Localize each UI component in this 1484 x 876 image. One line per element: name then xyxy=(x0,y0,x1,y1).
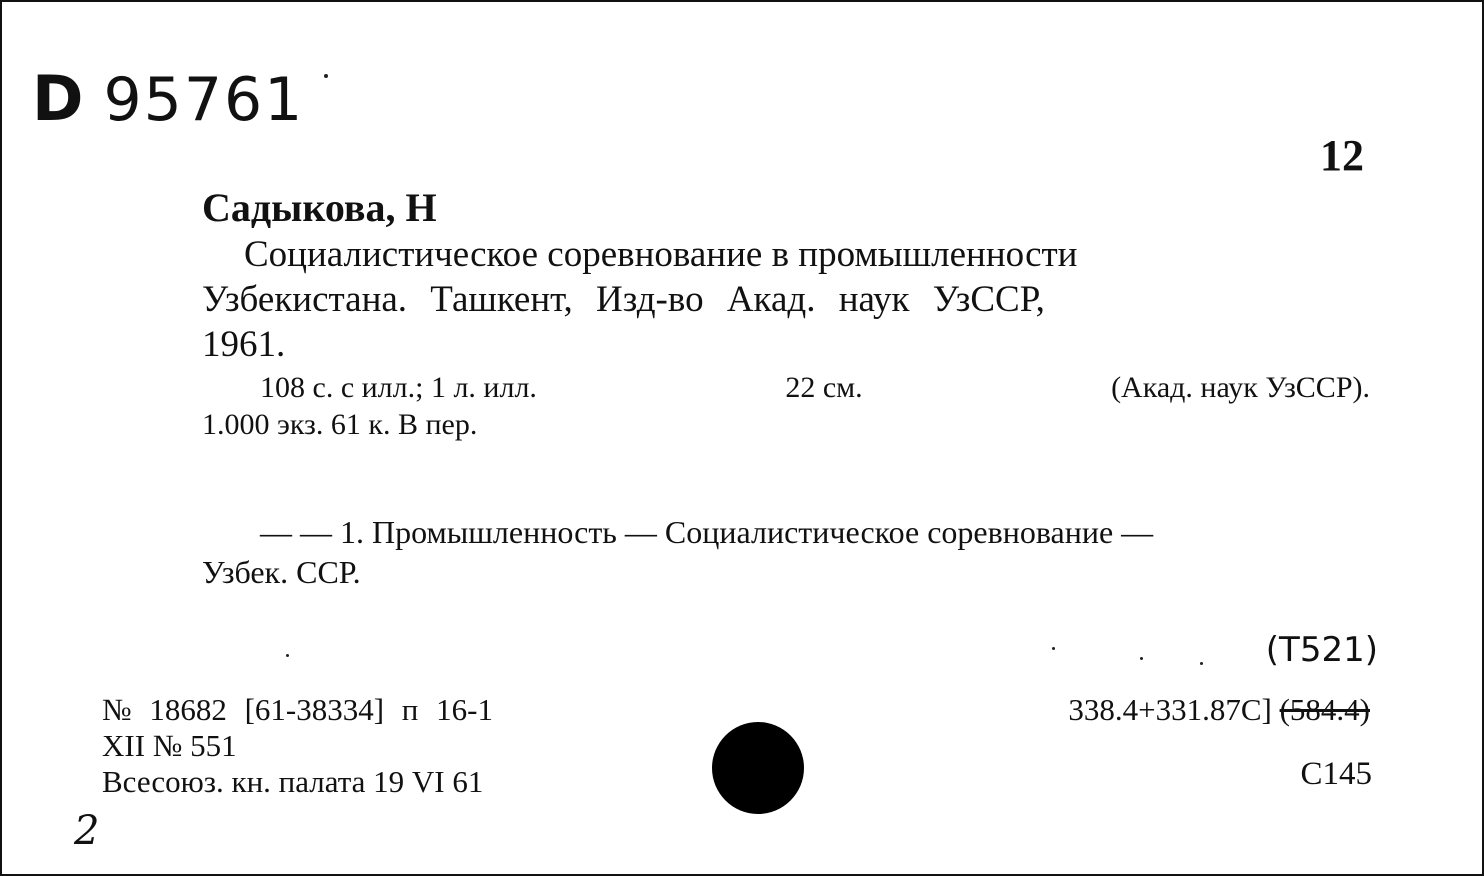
registration-line-3: Всесоюз. кн. палата 19 VI 61 xyxy=(102,764,484,799)
title-line-2: Узбекистана. Ташкент, Изд-во Акад. наук УзССР, xyxy=(202,279,1045,320)
collation-pages: 108 с. с илл.; 1 л. илл. xyxy=(260,371,537,404)
collation-series: (Акад. наук УзССР). xyxy=(1111,371,1370,404)
punch-hole-icon xyxy=(712,722,804,814)
author-heading: Садыкова, Н xyxy=(202,185,437,230)
title-statement xyxy=(202,232,1370,367)
classification-struck: (584.4) xyxy=(1279,692,1370,727)
subject-tracing xyxy=(202,512,1370,592)
speck xyxy=(1200,662,1203,665)
title-line-3: 1961. xyxy=(202,324,286,365)
subject-line-1-text: — — 1. Промышленность — Социалистическое соревнование — xyxy=(260,514,1154,550)
subject-line-2: Узбек. ССР. xyxy=(202,554,361,590)
handwritten-code: (Т521) xyxy=(1265,630,1378,670)
speck xyxy=(324,74,328,78)
collation-size: 22 см. xyxy=(785,371,863,404)
accession-digits: 95761 xyxy=(103,65,305,135)
shelf-mark: С145 xyxy=(1300,756,1372,792)
title-line-1-text: Социалистическое соревнование в промышленности xyxy=(244,234,1078,275)
card-number: 12 xyxy=(1320,131,1364,180)
speck xyxy=(286,654,289,657)
registration-line-2: XII № 551 xyxy=(102,728,237,763)
classification-main: 338.4+331.87С] xyxy=(1068,692,1272,727)
speck xyxy=(1140,657,1143,660)
accession-number xyxy=(32,62,304,135)
collation-line-2: 1.000 экз. 61 к. В пер. xyxy=(202,408,478,441)
subject-line-1 xyxy=(202,512,1370,552)
registration-line-1: № 18682 [61-38334] п 16-1 xyxy=(102,692,493,727)
title-line-1 xyxy=(202,232,1370,277)
collation xyxy=(202,369,1370,443)
classification xyxy=(1068,692,1370,728)
speck xyxy=(1052,647,1055,650)
registration-info xyxy=(102,692,493,800)
pencil-mark: 2 xyxy=(74,808,100,854)
collation-line-1 xyxy=(202,369,1370,406)
accession-letter: D xyxy=(32,62,86,135)
